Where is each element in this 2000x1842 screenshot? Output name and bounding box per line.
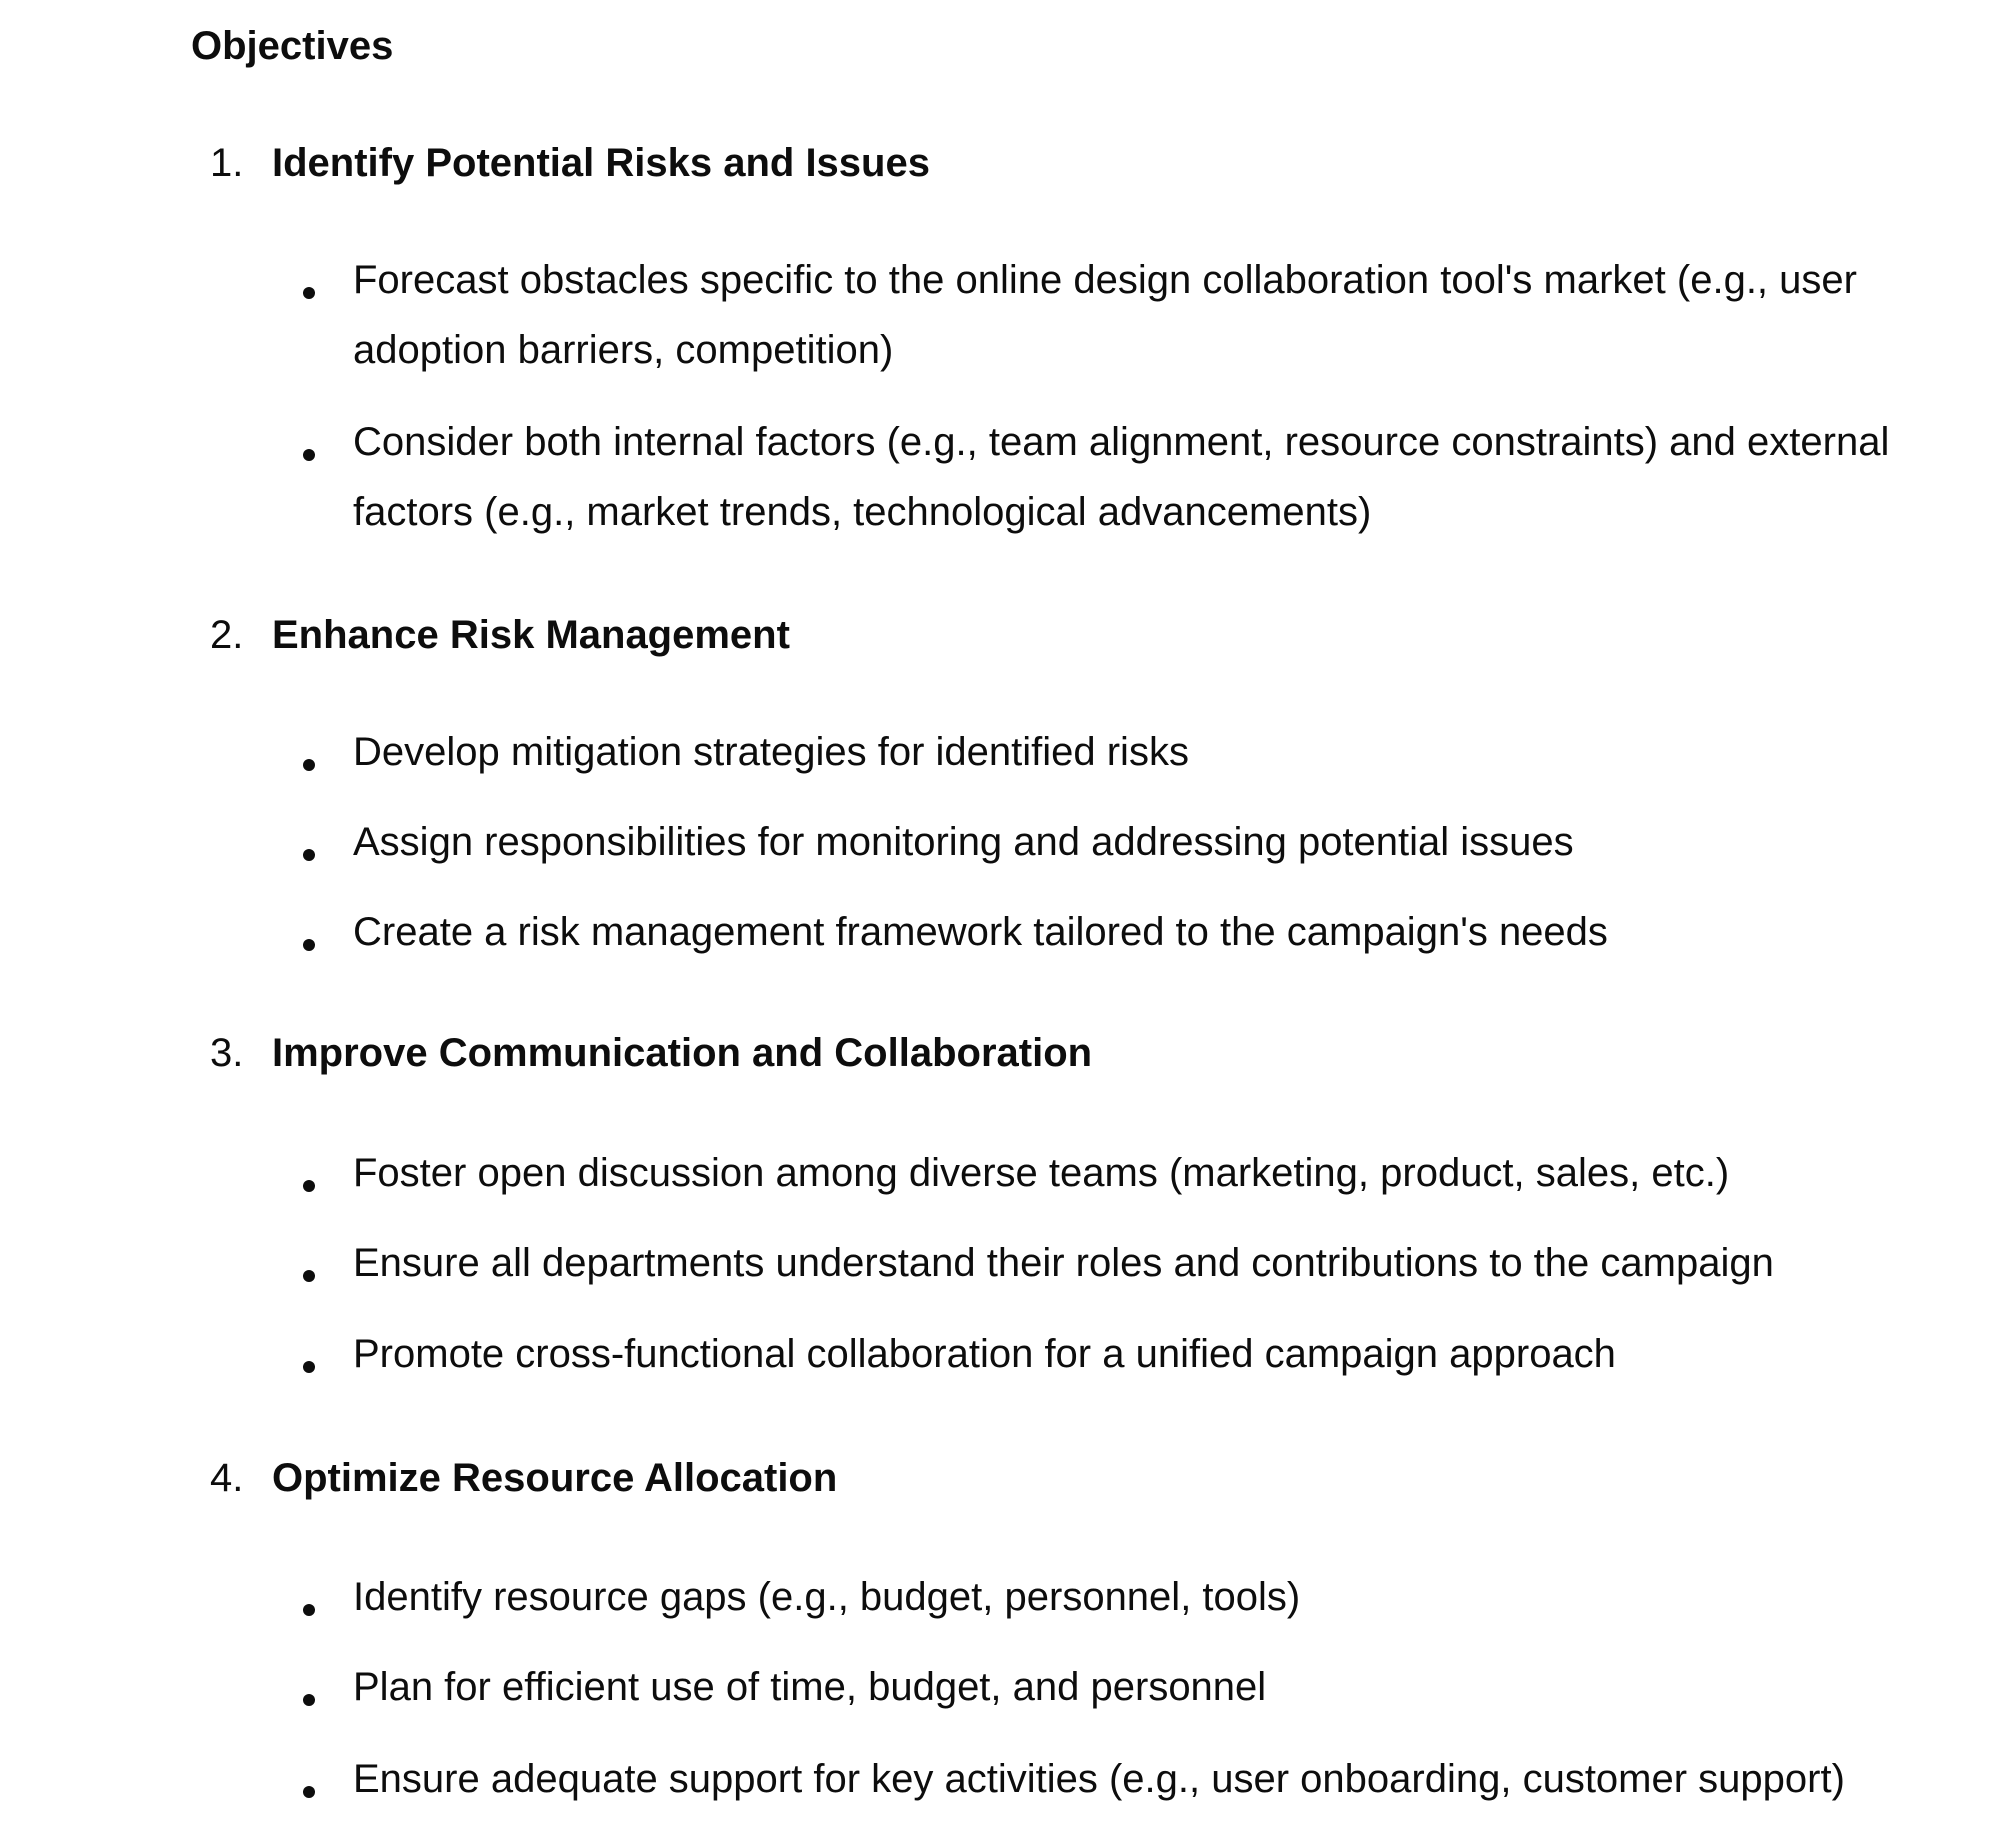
section-title: Enhance Risk Management <box>272 613 790 657</box>
bullet-icon <box>303 1604 315 1616</box>
list-item-text: Develop mitigation strategies for identified risks <box>353 730 1189 774</box>
section-heading <box>0 1025 2000 1081</box>
section-title: Improve Communication and Collaboration <box>272 1031 1093 1075</box>
list-item-text: Ensure adequate support for key activities (e.g., user onboarding, customer support) <box>353 1757 1845 1801</box>
section-heading <box>0 135 2000 191</box>
section-number: 2. <box>210 613 244 657</box>
list-item-text: Ensure all departments understand their roles and contributions to the campaign <box>353 1241 1774 1285</box>
bullet-icon <box>303 1180 315 1192</box>
bullet-icon <box>303 939 315 951</box>
bullet-icon <box>303 287 315 299</box>
list-item-text: Foster open discussion among diverse teams (marketing, product, sales, etc.) <box>353 1151 1730 1195</box>
section-title: Optimize Resource Allocation <box>272 1456 838 1500</box>
bullet-icon <box>303 1694 315 1706</box>
section-number: 1. <box>210 141 244 185</box>
section-heading <box>0 1450 2000 1506</box>
bullet-icon <box>303 849 315 861</box>
bullet-icon <box>303 449 315 461</box>
list-item-text: Promote cross-functional collaboration for a unified campaign approach <box>353 1332 1616 1376</box>
bullet-icon <box>303 1361 315 1373</box>
section-number: 3. <box>210 1031 244 1075</box>
list-item-text: Assign responsibilities for monitoring and addressing potential issues <box>353 820 1574 864</box>
list-item-text: Forecast obstacles specific to the online design collaboration tool's market (e.g., user adoption barriers, competition) <box>353 258 1857 372</box>
bullet-icon <box>303 1270 315 1282</box>
section-number: 4. <box>210 1456 244 1500</box>
section-title: Identify Potential Risks and Issues <box>272 141 930 185</box>
section-heading <box>0 607 2000 663</box>
list-item-text: Plan for efficient use of time, budget, and personnel <box>353 1665 1267 1709</box>
bullet-icon <box>303 759 315 771</box>
list-item-text: Identify resource gaps (e.g., budget, personnel, tools) <box>353 1575 1301 1619</box>
bullet-icon <box>303 1786 315 1798</box>
list-item-text: Create a risk management framework tailored to the campaign's needs <box>353 910 1608 954</box>
list-item-text: Consider both internal factors (e.g., team alignment, resource constraints) and external factors (e.g., market trends, technological advancements) <box>353 420 1890 534</box>
page-title: Objectives <box>191 24 394 68</box>
